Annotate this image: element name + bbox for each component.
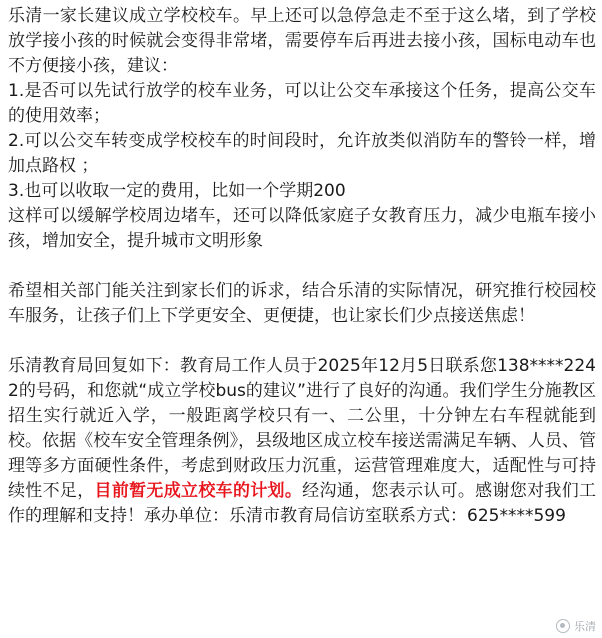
suggestion-item-3: 3.也可以收取一定的费用，比如一个学期200 xyxy=(8,181,346,201)
reply-text-after: 经沟通，您表示认可。感谢您对我们工作的理解和支持！承办单位：乐清市教育局信访室联系方式：625****599 xyxy=(8,481,597,526)
watermark-logo-icon xyxy=(556,619,570,633)
suggestion-item-1: 1.是否可以先试行放学的校车业务，可以让公交车承接这个任务，提高公交车的使用效率； xyxy=(8,81,596,126)
watermark-text: 乐清 xyxy=(574,620,596,633)
appeal-paragraph: 希望相关部门能关注到家长们的诉求，结合乐清的实际情况，研究推行校园校车服务，让孩子们上下学更安全、更便捷，也让家长们少点接送焦虑！ xyxy=(8,281,596,326)
benefit-paragraph: 这样可以缓解学校周边堵车，还可以降低家庭子女教育压力，减少电瓶车接小孩，增加安全，提升城市文明形象 xyxy=(8,206,596,251)
reply-paragraph xyxy=(8,354,596,529)
suggestion-item-2: 2.可以公交车转变成学校校车的时间段时，允许放类似消防车的警铃一样，增加点路权 ； xyxy=(8,131,596,176)
paragraph-spacer xyxy=(8,254,596,279)
paragraph-spacer xyxy=(8,329,596,354)
document-body xyxy=(8,4,596,529)
intro-paragraph: 乐清一家长建议成立学校校车。早上还可以急停急走不至于这么堵，到了学校放学接小孩的时候就会变得非常堵，需要停车后再进去接小孩，国标电动车也不方便接小孩，建议： xyxy=(8,6,596,76)
watermark xyxy=(556,618,596,634)
reply-text-before: 乐清教育局回复如下：教育局工作人员于2025年12月5日联系您138****2242的号码，和您就“成立学校bus的建议”进行了良好的沟通。我们学生分施教区招生实行就近入学，一般距离学校只有一、二公里，十分钟左右车程就能到校。依据《校车安全管理条例》，县级地区成立校车接送需满足车辆、人员、管理等多方面硬性条件，考虑到财政压力沉重，运营管理难度大，适配性与可持续性不足， xyxy=(8,356,596,501)
reply-highlight: 目前暂无成立校车的计划。 xyxy=(94,481,303,501)
